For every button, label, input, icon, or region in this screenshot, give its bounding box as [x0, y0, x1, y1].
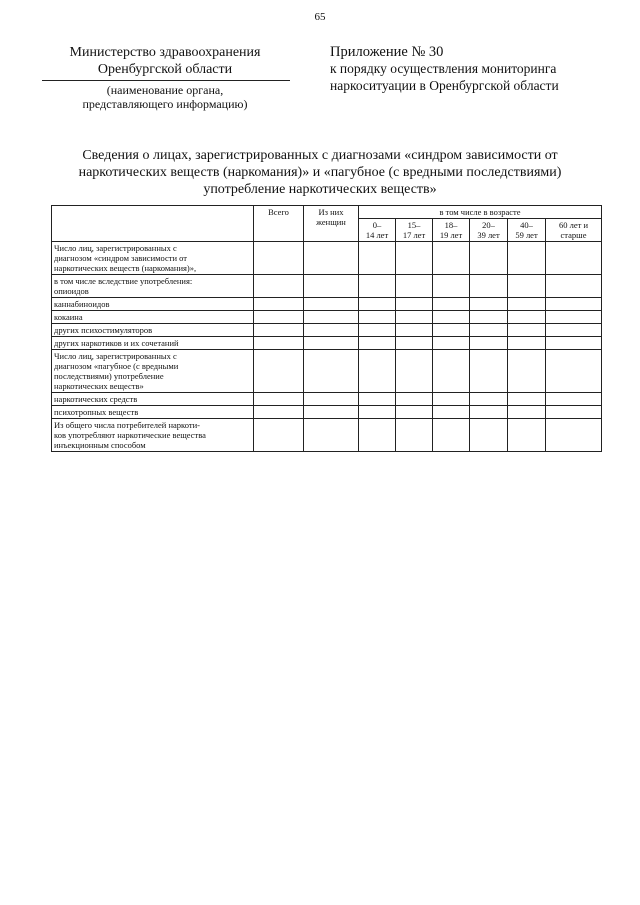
header-women: [304, 206, 359, 242]
empty-cell: [470, 311, 508, 324]
row-label-line: диагнозом «пагубное (с вредными: [54, 361, 179, 371]
document-title: [40, 147, 600, 198]
empty-cell: [304, 350, 359, 393]
empty-cell: [508, 298, 546, 311]
header-age-line1: 60 лет и: [558, 220, 589, 230]
row-label: [52, 324, 254, 337]
organization-name-line1: Министерство здравоохранения: [69, 45, 261, 60]
row-label: [52, 337, 254, 350]
page-number: 65: [314, 11, 326, 23]
empty-cell: [546, 324, 602, 337]
empty-cell: [470, 350, 508, 393]
empty-cell: [254, 275, 304, 298]
row-label-line: наркотических веществ»: [54, 381, 144, 391]
empty-cell: [254, 298, 304, 311]
empty-cell: [304, 298, 359, 311]
empty-cell: [304, 337, 359, 350]
empty-cell: [396, 242, 433, 275]
header-age-column: [508, 219, 546, 242]
organization-name-line2: Оренбургской области: [97, 62, 233, 77]
empty-cell: [359, 406, 396, 419]
empty-cell: [433, 350, 470, 393]
empty-cell: [433, 337, 470, 350]
row-label: [52, 350, 254, 393]
header-age-line2: 19 лет: [439, 230, 463, 240]
header-total: [254, 206, 304, 242]
organization-block: [40, 44, 290, 111]
empty-cell: [470, 419, 508, 452]
empty-cell: [304, 419, 359, 452]
empty-cell: [433, 275, 470, 298]
row-label: [52, 393, 254, 406]
empty-cell: [396, 393, 433, 406]
header-age-column: [546, 219, 602, 242]
row-label: [52, 275, 254, 298]
empty-cell: [304, 406, 359, 419]
header-age-line2: старше: [560, 230, 587, 240]
row-label-line: Из общего числа потребителей наркоти-: [54, 420, 200, 430]
header-age-column: [470, 219, 508, 242]
row-label: [52, 298, 254, 311]
header-total-label: Всего: [268, 207, 289, 217]
empty-cell: [433, 419, 470, 452]
empty-cell: [508, 393, 546, 406]
empty-cell: [254, 337, 304, 350]
header-women-line2: женщин: [316, 217, 346, 227]
empty-cell: [546, 393, 602, 406]
empty-cell: [470, 337, 508, 350]
empty-cell: [359, 275, 396, 298]
empty-cell: [396, 406, 433, 419]
header-age-line2: 39 лет: [477, 230, 500, 240]
header-age-line2: 14 лет: [365, 230, 389, 240]
empty-cell: [433, 406, 470, 419]
empty-cell: [359, 419, 396, 452]
empty-cell: [359, 350, 396, 393]
header-age-line1: 40–: [520, 220, 533, 230]
document-title-line1: Сведения о лицах, зарегистрированных с диагнозами «синдром зависимости от: [82, 148, 558, 163]
table-row: [52, 419, 602, 452]
header-age-column: [359, 219, 396, 242]
document-title-line3: употребление наркотических веществ»: [203, 182, 437, 197]
empty-cell: [433, 324, 470, 337]
empty-cell: [546, 406, 602, 419]
empty-cell: [470, 242, 508, 275]
empty-cell: [470, 393, 508, 406]
header-age-line1: 18–: [444, 220, 458, 230]
header-age-line1: 0–: [372, 220, 382, 230]
empty-cell: [546, 337, 602, 350]
document-title-line2: наркотических веществ (наркомания)» и «пагубное (с вредными последствиями): [78, 165, 562, 180]
header-age-line1: 15–: [407, 220, 421, 230]
table-row: [52, 337, 602, 350]
appendix-line1: к порядку осуществления мониторинга: [330, 61, 557, 76]
empty-cell: [359, 311, 396, 324]
empty-cell: [359, 242, 396, 275]
header-age-group: [359, 206, 602, 219]
empty-cell: [396, 324, 433, 337]
header-age-line1: 20–: [482, 220, 495, 230]
empty-cell: [546, 298, 602, 311]
empty-cell: [304, 242, 359, 275]
empty-cell: [359, 324, 396, 337]
row-label: [52, 311, 254, 324]
empty-cell: [304, 275, 359, 298]
table-row: [52, 298, 602, 311]
empty-cell: [470, 275, 508, 298]
appendix-title: Приложение № 30: [330, 44, 444, 60]
empty-cell: [304, 393, 359, 406]
header-age-column: [396, 219, 433, 242]
row-label-line: наркотических веществ (наркомания)»,: [54, 263, 197, 273]
row-label-line: наркотических средств: [54, 394, 138, 404]
table-row: [52, 350, 602, 393]
empty-cell: [304, 324, 359, 337]
empty-cell: [508, 275, 546, 298]
empty-cell: [470, 324, 508, 337]
empty-cell: [546, 242, 602, 275]
empty-cell: [359, 298, 396, 311]
empty-cell: [254, 311, 304, 324]
row-label-line: Число лиц, зарегистрированных с: [54, 243, 177, 253]
appendix-block: [330, 44, 620, 94]
table-row: [52, 242, 602, 275]
table-row: [52, 311, 602, 324]
organization-underline: [42, 80, 290, 81]
row-label: [52, 419, 254, 452]
empty-cell: [396, 419, 433, 452]
empty-cell: [396, 337, 433, 350]
row-label-line: психотропных веществ: [54, 407, 139, 417]
table-row: [52, 324, 602, 337]
header-age-column: [433, 219, 470, 242]
table-row: [52, 406, 602, 419]
empty-cell: [546, 275, 602, 298]
report-table: [51, 205, 602, 452]
empty-cell: [508, 242, 546, 275]
row-label-line: Число лиц, зарегистрированных с: [54, 351, 177, 361]
row-label-line: других наркотиков и их сочетаний: [54, 338, 179, 348]
row-label: [52, 406, 254, 419]
empty-cell: [546, 311, 602, 324]
empty-cell: [254, 393, 304, 406]
row-label-line: каннабиноидов: [54, 299, 110, 309]
empty-cell: [254, 324, 304, 337]
empty-cell: [508, 406, 546, 419]
empty-cell: [433, 311, 470, 324]
empty-cell: [470, 298, 508, 311]
row-label-line: диагнозом «синдром зависимости от: [54, 253, 187, 263]
empty-cell: [396, 350, 433, 393]
empty-cell: [433, 298, 470, 311]
empty-cell: [359, 393, 396, 406]
row-label: [52, 242, 254, 275]
row-label-line: ков употребляют наркотические вещества: [54, 430, 206, 440]
row-label-line: кокаина: [54, 312, 83, 322]
empty-cell: [546, 350, 602, 393]
empty-cell: [508, 419, 546, 452]
empty-cell: [508, 311, 546, 324]
header-age-group-label: в том числе в возрасте: [439, 207, 521, 217]
header-label-cell: [52, 206, 254, 242]
empty-cell: [470, 406, 508, 419]
empty-cell: [508, 324, 546, 337]
row-label-line: опиоидов: [54, 286, 89, 296]
row-label-line: инъекционным способом: [54, 440, 146, 450]
empty-cell: [508, 337, 546, 350]
row-label-line: в том числе вследствие употребления:: [54, 276, 193, 286]
table-row: [52, 275, 602, 298]
empty-cell: [396, 275, 433, 298]
empty-cell: [304, 311, 359, 324]
empty-cell: [433, 242, 470, 275]
empty-cell: [254, 350, 304, 393]
empty-cell: [433, 393, 470, 406]
empty-cell: [254, 419, 304, 452]
table-row: [52, 393, 602, 406]
header-age-line2: 59 лет: [515, 230, 538, 240]
empty-cell: [508, 350, 546, 393]
empty-cell: [396, 298, 433, 311]
organization-caption-line1: (наименование органа,: [106, 83, 224, 97]
header-women-line1: Из них: [318, 207, 344, 217]
row-label-line: последствиями) употребление: [54, 371, 164, 381]
table-body: [52, 242, 602, 452]
empty-cell: [396, 311, 433, 324]
empty-cell: [359, 337, 396, 350]
empty-cell: [254, 242, 304, 275]
appendix-line2: наркоситуации в Оренбургской области: [330, 77, 559, 93]
table-header-row: [52, 206, 602, 219]
row-label-line: других психостимуляторов: [54, 325, 153, 335]
organization-caption-line2: представляющего информацию): [82, 97, 248, 111]
empty-cell: [254, 406, 304, 419]
header-age-line2: 17 лет: [402, 230, 426, 240]
empty-cell: [546, 419, 602, 452]
